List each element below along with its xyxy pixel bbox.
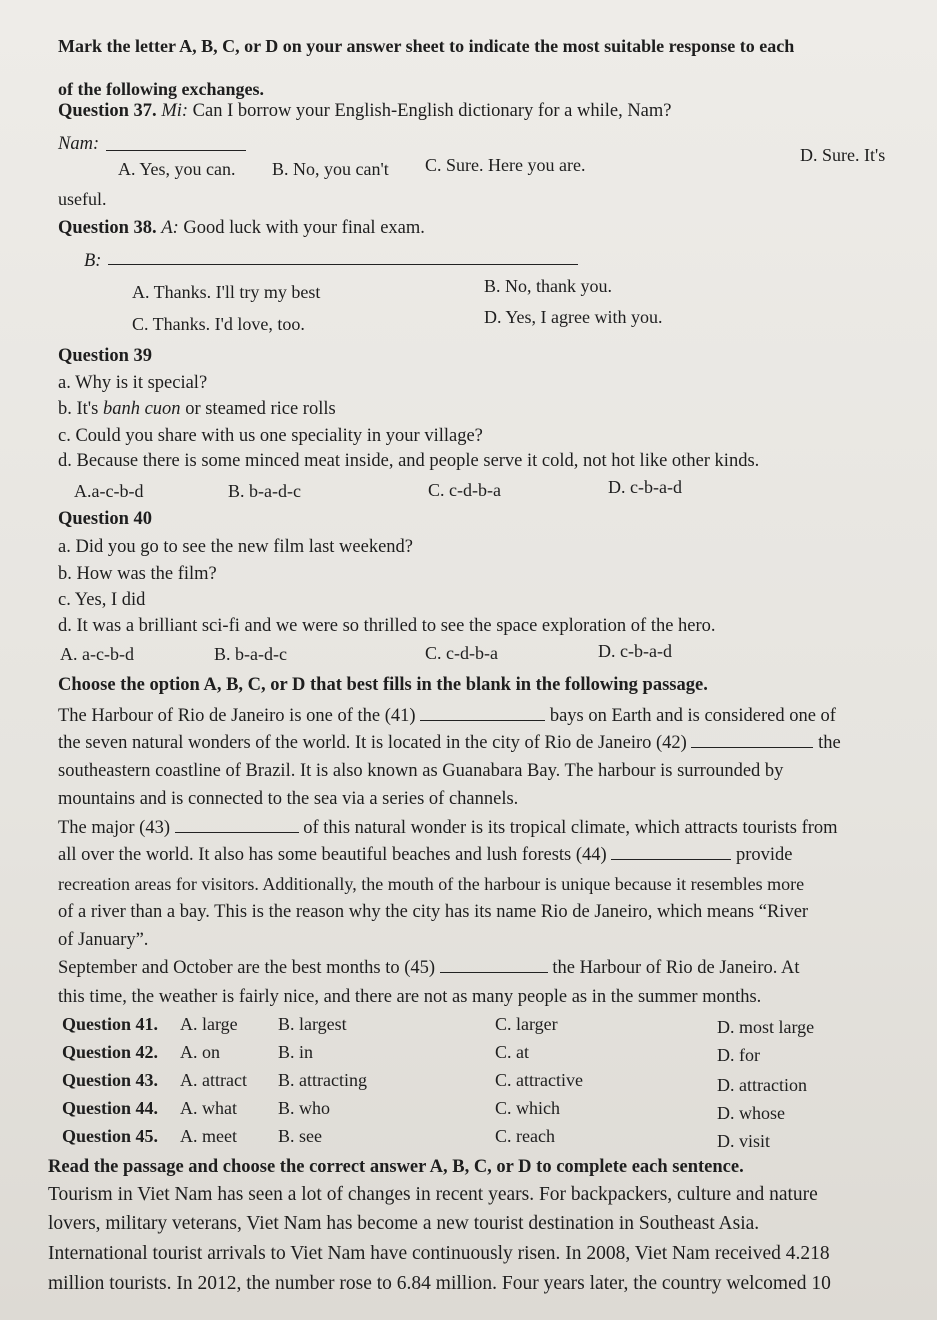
passage-line-11: this time, the weather is fairly nice, and there are not as many people as in the summer months. [58,987,762,1007]
question-41-option-d[interactable]: D. most large [717,1017,815,1037]
passage-line-2-start: the seven natural wonders of the world. It is located in the city of Rio de Janeiro (42) [58,733,687,753]
passage-line-3: southeastern coastline of Brazil. It is also known as Guanabara Bay. The harbour is surrounded by [58,761,784,781]
passage-line-10-end: the Harbour of Rio de Janeiro. At [552,958,800,978]
question-38-answer-speaker: B: [84,251,102,271]
blank-42[interactable] [691,731,813,748]
question-41-option-c[interactable]: C. larger [495,1014,558,1034]
question-42-label: Question 42. [62,1042,159,1062]
reading-line-2: lovers, military veterans, Viet Nam has become a new tourist destination in Southeast Asia. [48,1213,760,1234]
passage-instruction: Choose the option A, B, C, or D that best fills in the blank in the following passage. [58,675,708,695]
question-42-option-c[interactable]: C. at [495,1042,529,1062]
question-40-option-a[interactable]: A. a-c-b-d [60,644,134,664]
passage-line-6-end: provide [735,845,793,865]
passage-line-6-start: all over the world. It also has some beautiful beaches and lush forests (44) [58,845,607,865]
question-39-option-c[interactable]: C. c-d-b-a [428,480,501,500]
passage-line-5-start: The major (43) [58,818,170,838]
question-43-option-c[interactable]: C. attractive [495,1070,583,1090]
question-39-line-b-suffix: or steamed rice rolls [180,399,336,419]
question-39-line-b [58,397,336,421]
question-38 [58,216,425,240]
question-37 [58,99,672,123]
passage-line-8: of a river than a bay. This is the reason why the city has its name Rio de Janeiro, which means “River [58,902,809,922]
question-40-label: Question 40 [58,509,153,529]
question-40-option-c[interactable]: C. c-d-b-a [425,643,498,663]
question-39-option-a[interactable]: A.a-c-b-d [74,481,144,501]
question-39-option-d[interactable]: D. c-b-a-d [608,477,682,497]
passage-line-5 [58,816,838,840]
question-39-line-b-italic: banh cuon [102,399,181,419]
passage-line-4: mountains and is connected to the sea via a series of channels. [58,789,519,809]
question-42-option-a[interactable]: A. on [180,1042,220,1062]
passage-line-9: of January”. [58,930,149,950]
question-41-option-a[interactable]: A. large [180,1014,238,1034]
blank-41[interactable] [420,704,545,721]
question-38-option-a[interactable]: A. Thanks. I'll try my best [132,282,321,302]
question-41-option-b[interactable]: B. largest [278,1014,347,1034]
question-38-speaker: A: [161,218,179,238]
passage-line-1-start: The Harbour of Rio de Janeiro is one of the (41) [58,706,416,726]
reading-line-1: Tourism in Viet Nam has seen a lot of changes in recent years. For backpackers, culture and nature [48,1184,818,1205]
question-37-option-b[interactable]: B. No, you can't [272,159,389,179]
question-37-prompt: Can I borrow your English-English dictionary for a while, Nam? [192,101,672,121]
question-44-option-a[interactable]: A. what [180,1098,237,1118]
question-38-label: Question 38. [58,218,157,238]
question-37-label: Question 37. [58,101,157,121]
question-43-option-b[interactable]: B. attracting [278,1070,367,1090]
question-38-answer-blank [108,264,578,265]
question-40-line-b: b. How was the film? [58,564,217,584]
blank-45[interactable] [440,956,548,973]
question-37-answer-speaker: Nam: [58,134,100,154]
question-37-option-c[interactable]: C. Sure. Here you are. [425,155,586,175]
passage-line-2-end: the [818,733,841,753]
question-39-line-a: a. Why is it special? [58,373,208,393]
question-43-option-a[interactable]: A. attract [180,1070,247,1090]
passage-line-10-start: September and October are the best months to (45) [58,958,436,978]
question-39-line-d: d. Because there is some minced meat inside, and people serve it cold, not hot like other kinds. [58,451,760,471]
blank-44[interactable] [611,843,731,860]
question-37-option-d[interactable]: D. Sure. It's [800,145,886,165]
question-44-option-c[interactable]: C. which [495,1098,560,1118]
question-45-option-d[interactable]: D. visit [717,1131,771,1151]
question-40-line-d: d. It was a brilliant sci-fi and we were so thrilled to see the space exploration of the hero. [58,616,716,636]
question-43-label: Question 43. [62,1070,159,1090]
question-45-option-a[interactable]: A. meet [180,1126,237,1146]
question-45-option-c[interactable]: C. reach [495,1126,555,1146]
question-37-option-a[interactable]: A. Yes, you can. [118,159,236,179]
question-40-option-b[interactable]: B. b-a-d-c [214,644,287,664]
passage-line-5-end: of this natural wonder is its tropical climate, which attracts tourists from [303,818,838,838]
question-44-label: Question 44. [62,1098,159,1118]
passage-line-1-end: bays on Earth and is considered one of [549,706,836,726]
reading-line-3: International tourist arrivals to Viet Nam have continuously risen. In 2008, Viet Nam received 4.218 [48,1243,830,1264]
question-40-line-a: a. Did you go to see the new film last weekend? [58,537,413,557]
exchanges-instruction-line2: of the following exchanges. [58,79,264,99]
question-37-answer-blank [106,150,246,151]
reading-line-4: million tourists. In 2012, the number rose to 6.84 million. Four years later, the country welcomed 10 [48,1273,831,1294]
question-38-prompt: Good luck with your final exam. [183,218,425,238]
question-42-option-d[interactable]: D. for [717,1045,760,1065]
passage-line-6 [58,843,792,867]
question-40-line-c: c. Yes, I did [58,590,146,610]
passage-line-2 [58,731,841,755]
exchanges-instruction-line1: Mark the letter A, B, C, or D on your answer sheet to indicate the most suitable response to each [58,36,795,56]
question-44-option-d[interactable]: D. whose [717,1103,785,1123]
question-38-option-b[interactable]: B. No, thank you. [484,276,612,296]
question-41-label: Question 41. [62,1014,159,1034]
question-37-speaker: Mi: [161,101,189,121]
question-39-line-c: c. Could you share with us one speciality in your village? [58,426,483,446]
question-45-label: Question 45. [62,1126,159,1146]
passage-line-10 [58,956,799,980]
reading-instruction: Read the passage and choose the correct answer A, B, C, or D to complete each sentence. [48,1157,744,1177]
question-39-line-b-prefix: b. It's [58,399,103,419]
question-42-option-b[interactable]: B. in [278,1042,314,1062]
question-44-option-b[interactable]: B. who [278,1098,331,1118]
passage-line-7: recreation areas for visitors. Additionally, the mouth of the harbour is unique because it resembles more [58,874,805,894]
question-45-option-b[interactable]: B. see [278,1126,322,1146]
question-40-option-d[interactable]: D. c-b-a-d [598,641,672,661]
question-38-option-d[interactable]: D. Yes, I agree with you. [484,307,663,327]
question-39-label: Question 39 [58,346,153,366]
passage-line-1 [58,704,836,728]
question-37-option-d-wrap: useful. [58,189,107,209]
question-39-option-b[interactable]: B. b-a-d-c [228,481,301,501]
question-43-option-d[interactable]: D. attraction [717,1075,807,1095]
question-38-option-c[interactable]: C. Thanks. I'd love, too. [132,314,305,334]
blank-43[interactable] [175,816,299,833]
